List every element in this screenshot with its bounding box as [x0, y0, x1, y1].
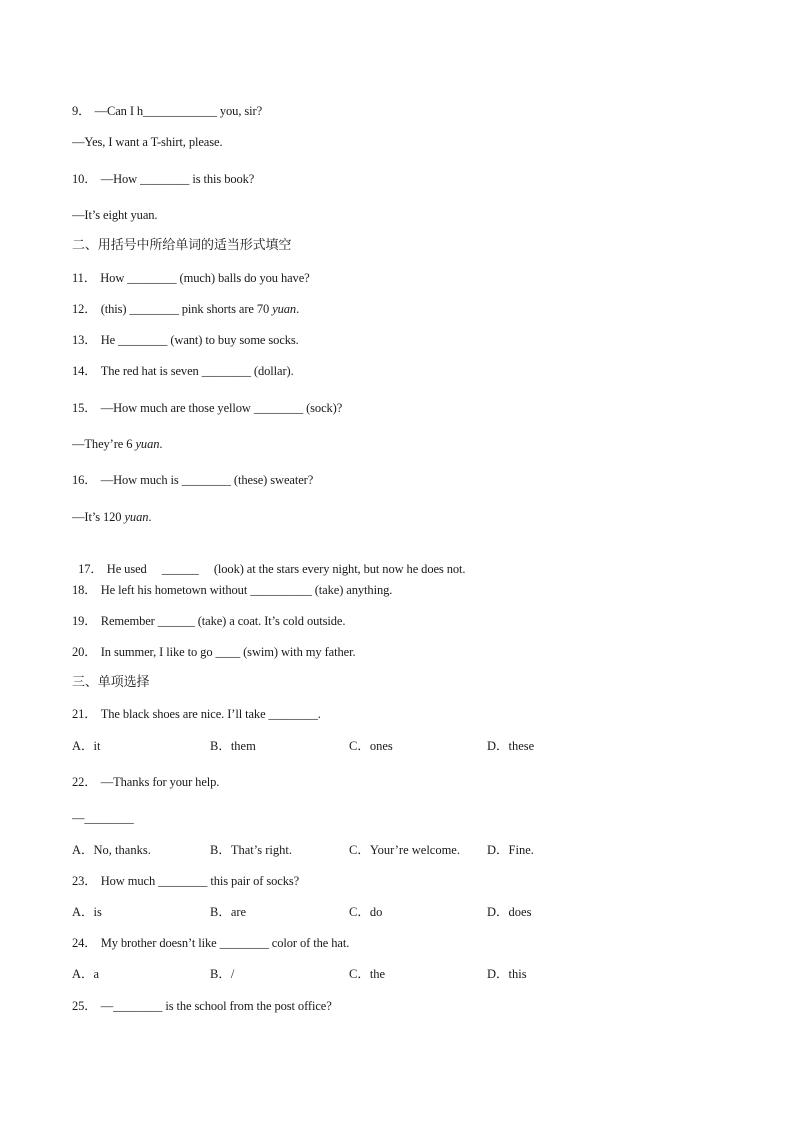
question-25 [72, 998, 332, 1014]
question-text: —Can I h____________ you, sir? [94, 104, 263, 118]
option-b[interactable]: B．them [210, 739, 256, 753]
question-number: 19． [72, 614, 97, 628]
question-12 [72, 301, 299, 317]
option-c[interactable]: C．Your’re welcome. [349, 843, 460, 857]
question-number: 24． [72, 936, 97, 950]
option-d[interactable]: D．these [487, 739, 535, 753]
question-19 [72, 613, 345, 629]
question-text: How much ________ this pair of socks? [100, 874, 300, 888]
section-title: 三、单项选择 [72, 675, 150, 690]
question-number: 14． [72, 364, 97, 378]
question-13 [72, 332, 299, 348]
question-10 [72, 171, 254, 187]
option-c[interactable]: C．do [349, 905, 383, 919]
question-23 [72, 873, 299, 889]
question-number: 9． [72, 104, 91, 118]
question-text: —How much are those yellow ________ (sock)? [100, 401, 343, 415]
question-21 [72, 706, 321, 722]
option-b[interactable]: B．are [210, 905, 247, 919]
option-d[interactable]: D．does [487, 905, 532, 919]
question-number: 17． [78, 562, 103, 576]
question-20 [72, 644, 355, 660]
option-d[interactable]: D．this [487, 967, 527, 981]
question-text: —How ________ is this book? [100, 172, 255, 186]
option-d[interactable]: D．Fine. [487, 843, 534, 857]
question-number: 11． [72, 271, 97, 285]
option-c[interactable]: C．the [349, 967, 386, 981]
question-text: He used ______ (look) at the stars every night, but now he does not. [106, 562, 466, 576]
answer-text-end: . [148, 510, 152, 524]
question-text-end: . [296, 302, 300, 316]
question-text: The black shoes are nice. I’ll take ________. [100, 707, 321, 721]
answer-text: —It’s eight yuan. [72, 208, 158, 222]
question-number: 21． [72, 707, 97, 721]
answer-text: —Yes, I want a T-shirt, please. [72, 135, 223, 149]
answer-text: —It’s 120 [72, 510, 125, 524]
question-text: In summer, I like to go ____ (swim) with my father. [100, 645, 356, 659]
section-title: 二、用括号中所给单词的适当形式填空 [72, 238, 292, 253]
question-text: Remember ______ (take) a coat. It’s cold outside. [100, 614, 346, 628]
question-text: My brother doesn’t like ________ color of the hat. [100, 936, 350, 950]
italic-word: yuan [124, 510, 149, 524]
answer-10 [72, 207, 157, 223]
question-text: He left his hometown without __________ (take) anything. [100, 583, 393, 597]
question-number: 25． [72, 999, 97, 1013]
answer-16 [72, 509, 151, 525]
question-text: He ________ (want) to buy some socks. [100, 333, 299, 347]
question-14 [72, 363, 294, 379]
question-number: 20． [72, 645, 97, 659]
question-number: 12． [72, 302, 97, 316]
answer-text-end: . [159, 437, 163, 451]
question-11 [72, 270, 310, 286]
question-24 [72, 935, 349, 951]
option-a[interactable]: A．is [72, 905, 102, 919]
option-b[interactable]: B．That’s right. [210, 843, 292, 857]
question-text: —Thanks for your help. [100, 775, 220, 789]
question-15 [72, 400, 342, 416]
option-c[interactable]: C．ones [349, 739, 393, 753]
question-16 [72, 472, 313, 488]
question-text: (this) ________ pink shorts are 70 [100, 302, 273, 316]
answer-15 [72, 436, 162, 452]
question-text: How ________ (much) balls do you have? [100, 271, 310, 285]
question-number: 22． [72, 775, 97, 789]
italic-word: yuan [272, 302, 297, 316]
question-number: 16． [72, 473, 97, 487]
question-number: 18． [72, 583, 97, 597]
question-number: 13． [72, 333, 97, 347]
answer-22 [72, 810, 134, 826]
question-text: —How much is ________ (these) sweater? [100, 473, 314, 487]
answer-text: —They’re 6 [72, 437, 136, 451]
answer-blank: —________ [72, 811, 134, 825]
answer-9 [72, 134, 222, 150]
question-text: —________ is the school from the post office? [100, 999, 332, 1013]
section-2-heading [72, 238, 291, 254]
question-number: 23． [72, 874, 97, 888]
section-3-heading [72, 675, 149, 691]
option-a[interactable]: A．a [72, 967, 100, 981]
question-number: 10． [72, 172, 97, 186]
question-17 [72, 545, 465, 577]
option-b[interactable]: B．/ [210, 967, 235, 981]
italic-word: yuan [135, 437, 160, 451]
question-18 [72, 582, 392, 598]
question-number: 15． [72, 401, 97, 415]
option-a[interactable]: A．No, thanks. [72, 843, 151, 857]
question-22 [72, 774, 219, 790]
question-text: The red hat is seven ________ (dollar). [100, 364, 294, 378]
question-9 [72, 103, 262, 119]
option-a[interactable]: A．it [72, 739, 101, 753]
